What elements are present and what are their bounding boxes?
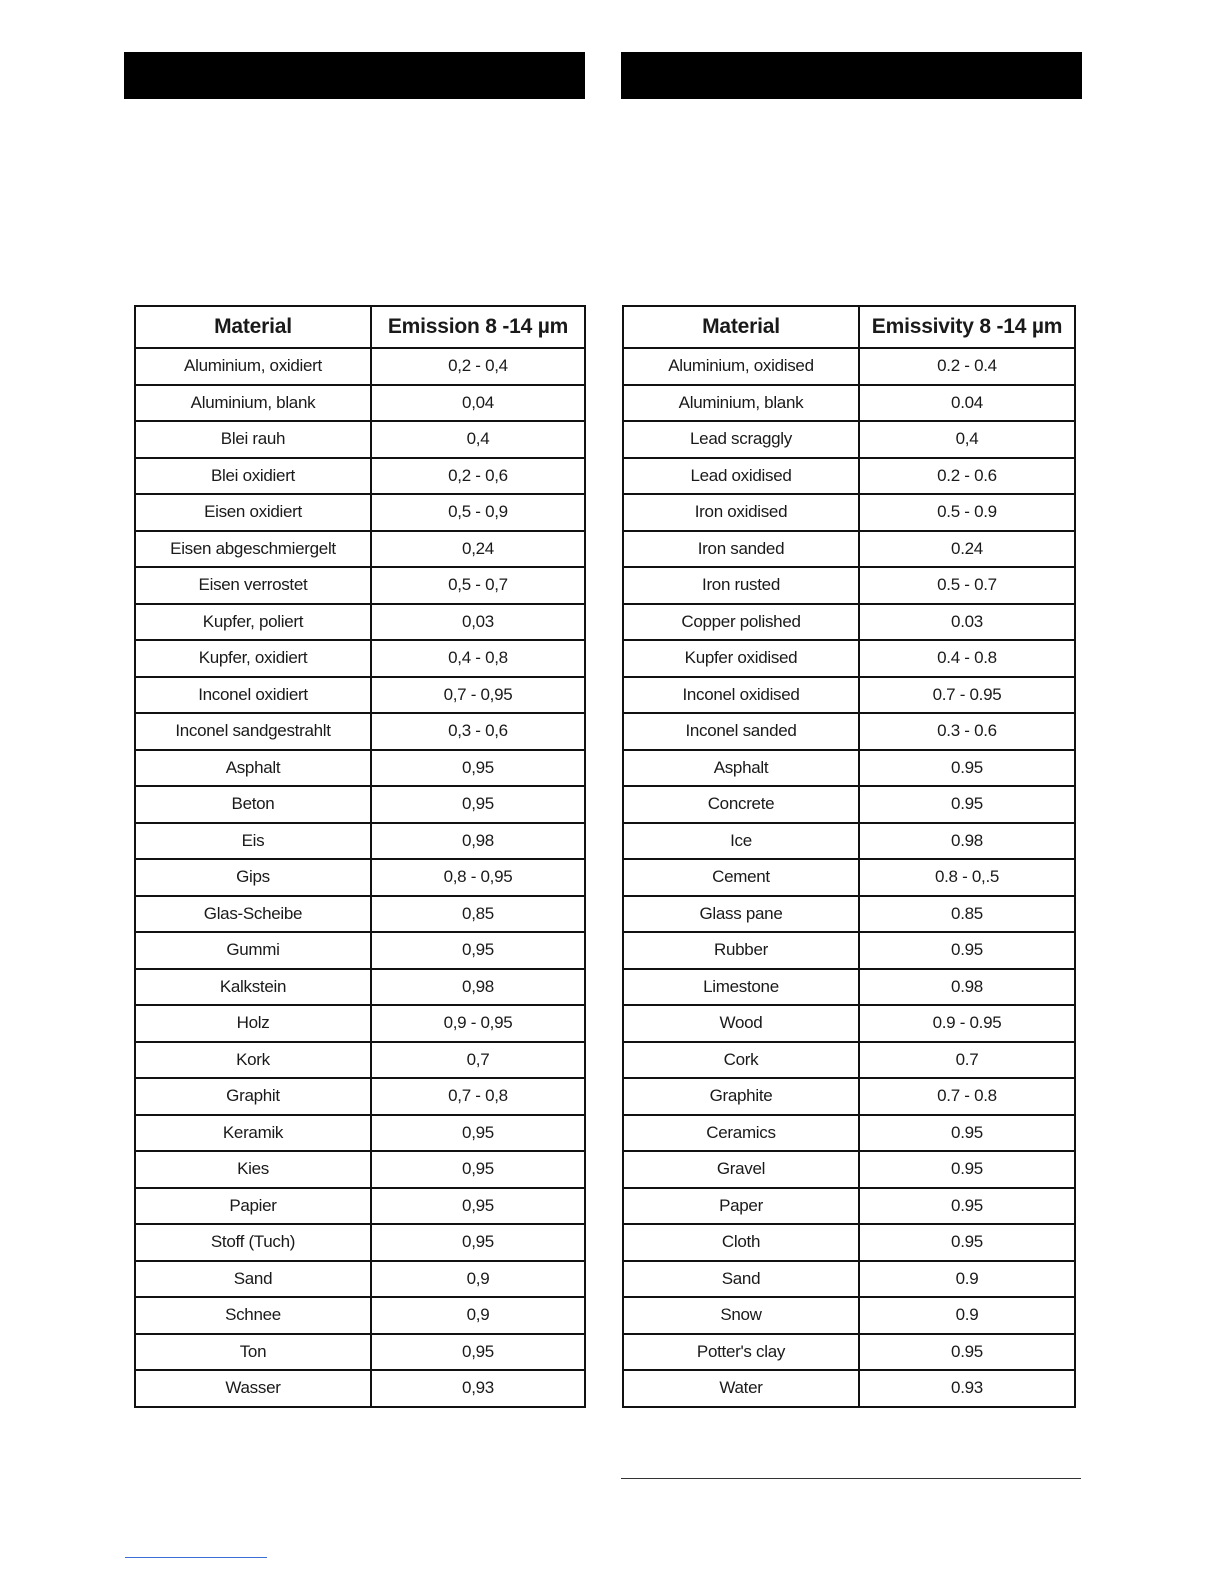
emission-value-cell: 0.3 - 0.6 xyxy=(859,713,1075,750)
table-row xyxy=(135,421,585,458)
table-row xyxy=(623,1005,1075,1042)
material-cell: Water xyxy=(623,1370,859,1407)
table-row xyxy=(135,1005,585,1042)
material-cell: Aluminium, oxidised xyxy=(623,348,859,385)
table-row xyxy=(623,1042,1075,1079)
emission-value-cell: 0.98 xyxy=(859,969,1075,1006)
table-row xyxy=(135,932,585,969)
emission-value-cell: 0.7 - 0.95 xyxy=(859,677,1075,714)
emission-value-cell: 0,98 xyxy=(371,969,585,1006)
material-cell: Inconel sanded xyxy=(623,713,859,750)
table-row xyxy=(135,750,585,787)
emission-value-cell: 0.4 - 0.8 xyxy=(859,640,1075,677)
material-cell: Iron sanded xyxy=(623,531,859,568)
material-cell: Eisen abgeschmiergelt xyxy=(135,531,371,568)
material-cell: Paper xyxy=(623,1188,859,1225)
footer-divider xyxy=(621,1478,1081,1479)
emission-table-german xyxy=(134,305,586,1408)
table-row xyxy=(623,1115,1075,1152)
material-header: Material xyxy=(135,306,371,348)
table-row xyxy=(135,786,585,823)
material-cell: Rubber xyxy=(623,932,859,969)
material-cell: Ceramics xyxy=(623,1115,859,1152)
material-cell: Aluminium, oxidiert xyxy=(135,348,371,385)
emission-value-cell: 0.2 - 0.6 xyxy=(859,458,1075,495)
material-cell: Kupfer, poliert xyxy=(135,604,371,641)
table-row xyxy=(623,1261,1075,1298)
table-header-row xyxy=(623,306,1075,348)
emission-value-cell: 0,93 xyxy=(371,1370,585,1407)
emissivity-header: Emissivity 8 -14 µm xyxy=(859,306,1075,348)
emission-value-cell: 0.7 - 0.8 xyxy=(859,1078,1075,1115)
material-cell: Inconel oxidiert xyxy=(135,677,371,714)
table-row xyxy=(623,421,1075,458)
material-cell: Kupfer, oxidiert xyxy=(135,640,371,677)
emission-value-cell: 0,85 xyxy=(371,896,585,933)
table-row xyxy=(135,896,585,933)
emission-value-cell: 0,5 - 0,7 xyxy=(371,567,585,604)
footnote-separator xyxy=(125,1557,267,1558)
table-row xyxy=(135,385,585,422)
emission-value-cell: 0,2 - 0,6 xyxy=(371,458,585,495)
emission-value-cell: 0,95 xyxy=(371,1334,585,1371)
material-cell: Sand xyxy=(135,1261,371,1298)
material-cell: Graphit xyxy=(135,1078,371,1115)
emissivity-table-english xyxy=(622,305,1076,1408)
emission-value-cell: 0.85 xyxy=(859,896,1075,933)
table-row xyxy=(623,750,1075,787)
material-cell: Lead oxidised xyxy=(623,458,859,495)
emission-header: Emission 8 -14 µm xyxy=(371,306,585,348)
material-cell: Glas-Scheibe xyxy=(135,896,371,933)
table-row xyxy=(623,604,1075,641)
material-cell: Iron oxidised xyxy=(623,494,859,531)
emission-value-cell: 0.95 xyxy=(859,1334,1075,1371)
table-row xyxy=(623,1224,1075,1261)
emission-value-cell: 0,04 xyxy=(371,385,585,422)
material-cell: Blei oxidiert xyxy=(135,458,371,495)
emission-value-cell: 0,4 xyxy=(371,421,585,458)
table-row xyxy=(623,348,1075,385)
table-row xyxy=(623,494,1075,531)
emission-value-cell: 0,2 - 0,4 xyxy=(371,348,585,385)
table-row xyxy=(135,713,585,750)
emission-value-cell: 0,95 xyxy=(371,786,585,823)
table-row xyxy=(135,1224,585,1261)
emission-value-cell: 0.95 xyxy=(859,932,1075,969)
table-header-row xyxy=(135,306,585,348)
table-row xyxy=(623,677,1075,714)
material-cell: Holz xyxy=(135,1005,371,1042)
emission-value-cell: 0.9 xyxy=(859,1297,1075,1334)
material-cell: Aluminium, blank xyxy=(135,385,371,422)
material-cell: Cork xyxy=(623,1042,859,1079)
emission-value-cell: 0,3 - 0,6 xyxy=(371,713,585,750)
material-cell: Papier xyxy=(135,1188,371,1225)
table-row xyxy=(135,604,585,641)
table-row xyxy=(135,494,585,531)
emission-value-cell: 0,7 - 0,8 xyxy=(371,1078,585,1115)
emission-value-cell: 0.2 - 0.4 xyxy=(859,348,1075,385)
material-cell: Iron rusted xyxy=(623,567,859,604)
material-cell: Eisen oxidiert xyxy=(135,494,371,531)
material-cell: Graphite xyxy=(623,1078,859,1115)
table-row xyxy=(623,713,1075,750)
table-row xyxy=(135,348,585,385)
emission-value-cell: 0.03 xyxy=(859,604,1075,641)
emission-value-cell: 0,9 - 0,95 xyxy=(371,1005,585,1042)
material-cell: Keramik xyxy=(135,1115,371,1152)
emission-value-cell: 0.95 xyxy=(859,1224,1075,1261)
material-cell: Copper polished xyxy=(623,604,859,641)
table-row xyxy=(623,385,1075,422)
table-row xyxy=(135,1261,585,1298)
table-row xyxy=(623,1297,1075,1334)
material-cell: Lead scraggly xyxy=(623,421,859,458)
emission-value-cell: 0,5 - 0,9 xyxy=(371,494,585,531)
table-row xyxy=(623,896,1075,933)
emission-value-cell: 0.24 xyxy=(859,531,1075,568)
table-row xyxy=(623,823,1075,860)
material-cell: Gravel xyxy=(623,1151,859,1188)
material-header: Material xyxy=(623,306,859,348)
emission-value-cell: 0,4 xyxy=(859,421,1075,458)
emission-value-cell: 0,95 xyxy=(371,1115,585,1152)
material-cell: Potter's clay xyxy=(623,1334,859,1371)
material-cell: Kalkstein xyxy=(135,969,371,1006)
table-row xyxy=(623,1188,1075,1225)
table-row xyxy=(135,640,585,677)
table-row xyxy=(623,640,1075,677)
material-cell: Eis xyxy=(135,823,371,860)
emission-value-cell: 0.93 xyxy=(859,1370,1075,1407)
table-row xyxy=(623,859,1075,896)
material-cell: Stoff (Tuch) xyxy=(135,1224,371,1261)
emission-value-cell: 0,7 xyxy=(371,1042,585,1079)
material-cell: Ice xyxy=(623,823,859,860)
table-row xyxy=(135,1115,585,1152)
material-cell: Asphalt xyxy=(135,750,371,787)
material-cell: Limestone xyxy=(623,969,859,1006)
material-cell: Sand xyxy=(623,1261,859,1298)
table-row xyxy=(135,969,585,1006)
emission-value-cell: 0,8 - 0,95 xyxy=(371,859,585,896)
emission-value-cell: 0.95 xyxy=(859,786,1075,823)
emission-value-cell: 0,4 - 0,8 xyxy=(371,640,585,677)
emission-value-cell: 0,95 xyxy=(371,1188,585,1225)
material-cell: Gips xyxy=(135,859,371,896)
emission-value-cell: 0,95 xyxy=(371,1224,585,1261)
emission-value-cell: 0.8 - 0,.5 xyxy=(859,859,1075,896)
material-cell: Schnee xyxy=(135,1297,371,1334)
emission-value-cell: 0.98 xyxy=(859,823,1075,860)
material-cell: Ton xyxy=(135,1334,371,1371)
header-bar-left xyxy=(124,52,585,99)
table-row xyxy=(135,1188,585,1225)
emission-value-cell: 0,95 xyxy=(371,750,585,787)
table-row xyxy=(623,1078,1075,1115)
emission-value-cell: 0.9 xyxy=(859,1261,1075,1298)
table-row xyxy=(135,1042,585,1079)
table-row xyxy=(135,531,585,568)
emission-value-cell: 0,24 xyxy=(371,531,585,568)
table-row xyxy=(135,1334,585,1371)
material-cell: Aluminium, blank xyxy=(623,385,859,422)
table-row xyxy=(135,823,585,860)
emission-value-cell: 0,9 xyxy=(371,1297,585,1334)
table-row xyxy=(135,677,585,714)
material-cell: Wasser xyxy=(135,1370,371,1407)
material-cell: Kies xyxy=(135,1151,371,1188)
table-row xyxy=(135,567,585,604)
emission-value-cell: 0.9 - 0.95 xyxy=(859,1005,1075,1042)
emission-value-cell: 0.95 xyxy=(859,1188,1075,1225)
material-cell: Snow xyxy=(623,1297,859,1334)
material-cell: Kupfer oxidised xyxy=(623,640,859,677)
material-cell: Cement xyxy=(623,859,859,896)
emission-value-cell: 0.5 - 0.9 xyxy=(859,494,1075,531)
material-cell: Blei rauh xyxy=(135,421,371,458)
table-row xyxy=(135,1370,585,1407)
emission-value-cell: 0.5 - 0.7 xyxy=(859,567,1075,604)
table-row xyxy=(623,1370,1075,1407)
material-cell: Glass pane xyxy=(623,896,859,933)
material-cell: Inconel sandgestrahlt xyxy=(135,713,371,750)
table-row xyxy=(135,859,585,896)
table-row xyxy=(623,567,1075,604)
table-row xyxy=(623,1334,1075,1371)
emission-value-cell: 0.04 xyxy=(859,385,1075,422)
emission-value-cell: 0,9 xyxy=(371,1261,585,1298)
material-cell: Asphalt xyxy=(623,750,859,787)
table-row xyxy=(623,458,1075,495)
material-cell: Cloth xyxy=(623,1224,859,1261)
emission-value-cell: 0.95 xyxy=(859,750,1075,787)
material-cell: Eisen verrostet xyxy=(135,567,371,604)
emission-value-cell: 0.95 xyxy=(859,1151,1075,1188)
material-cell: Beton xyxy=(135,786,371,823)
emission-value-cell: 0,03 xyxy=(371,604,585,641)
emission-value-cell: 0.7 xyxy=(859,1042,1075,1079)
table-row xyxy=(623,786,1075,823)
emission-value-cell: 0,95 xyxy=(371,1151,585,1188)
material-cell: Wood xyxy=(623,1005,859,1042)
material-cell: Concrete xyxy=(623,786,859,823)
emission-value-cell: 0,7 - 0,95 xyxy=(371,677,585,714)
emission-value-cell: 0,98 xyxy=(371,823,585,860)
material-cell: Inconel oxidised xyxy=(623,677,859,714)
table-row xyxy=(623,969,1075,1006)
table-row xyxy=(623,932,1075,969)
table-row xyxy=(135,1151,585,1188)
table-row xyxy=(135,1078,585,1115)
material-cell: Kork xyxy=(135,1042,371,1079)
table-row xyxy=(135,1297,585,1334)
table-row xyxy=(623,1151,1075,1188)
emission-value-cell: 0,95 xyxy=(371,932,585,969)
header-bar-right xyxy=(621,52,1082,99)
material-cell: Gummi xyxy=(135,932,371,969)
emission-value-cell: 0.95 xyxy=(859,1115,1075,1152)
table-row xyxy=(623,531,1075,568)
table-row xyxy=(135,458,585,495)
